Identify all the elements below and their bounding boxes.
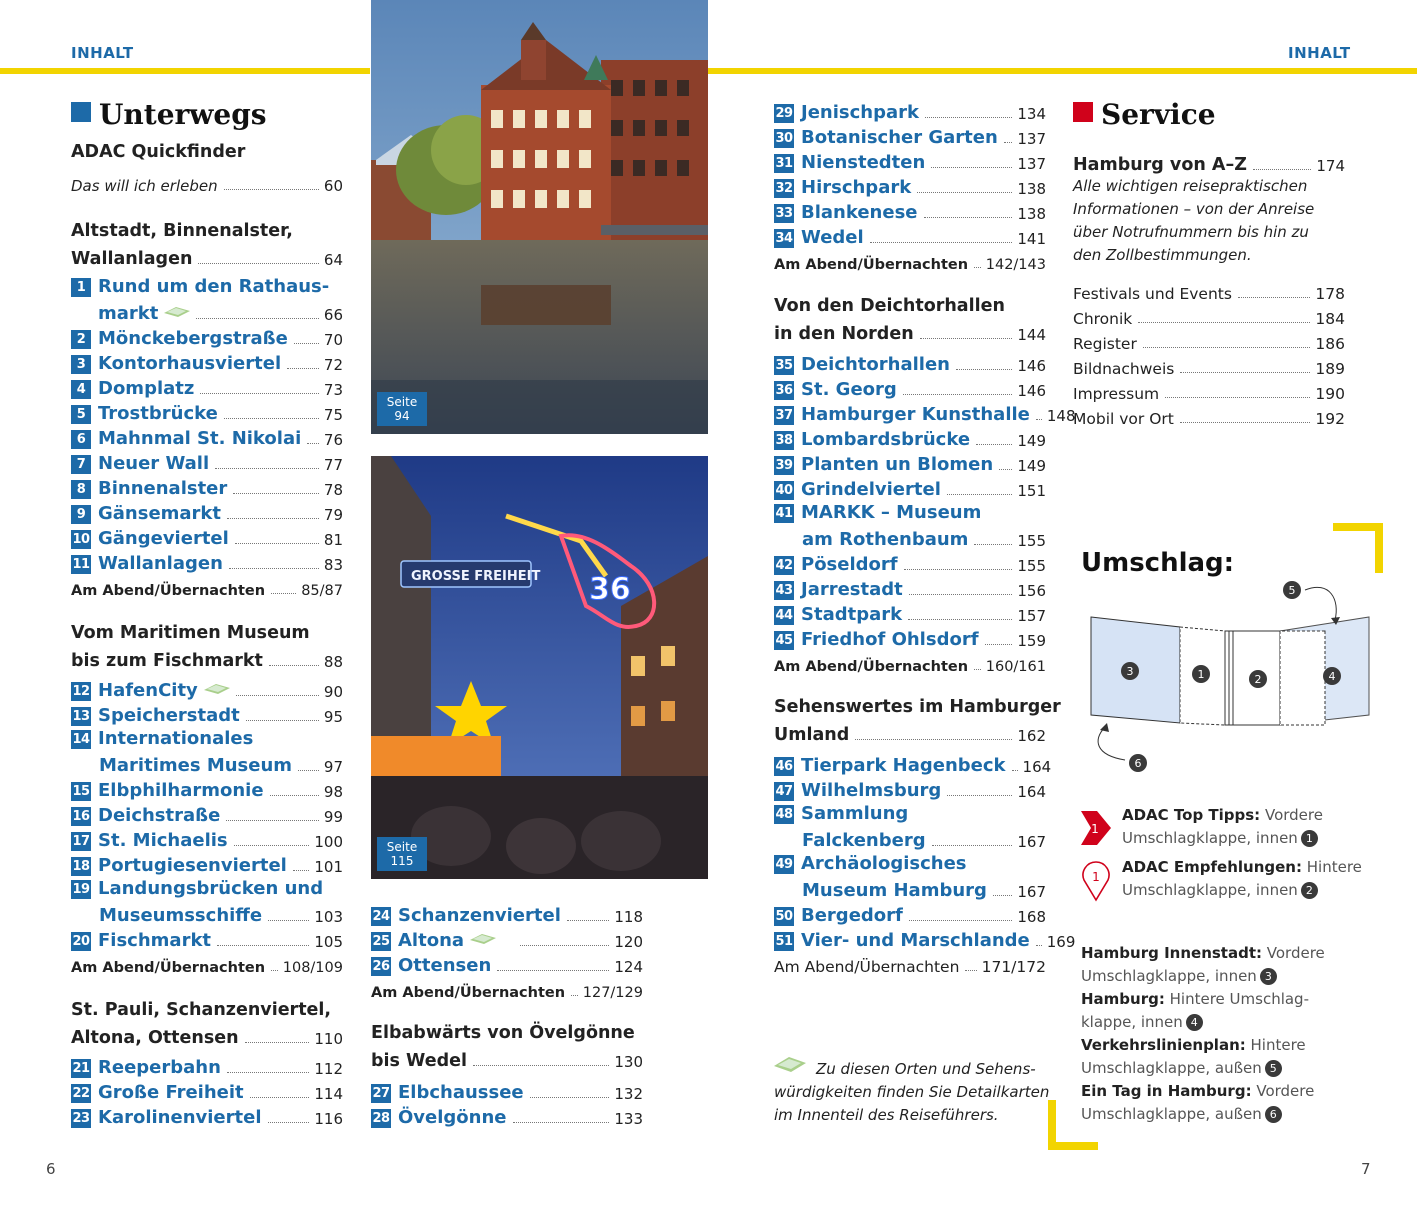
toc-entry-19-line1[interactable]: 19 Landungsbrücken und	[72, 878, 324, 899]
toc-entry-3[interactable]: 3 Kontorhausviertel 72	[71, 349, 343, 374]
group-title-elbabwaerts: Elbabwärts von Övelgönne	[371, 1023, 635, 1043]
toc-entry-47[interactable]: 47 Wilhelmsburg 164	[775, 780, 1046, 801]
toc-entry-27[interactable]: 27 Elbchaussee 132	[372, 1082, 643, 1103]
group-title-stpauli-line2[interactable]: Altona, Ottensen 110	[71, 1028, 343, 1048]
toc-entry-22[interactable]: 22 Große Freiheit 114	[72, 1082, 343, 1103]
toc-entry-16[interactable]: 16 Deichstraße 99	[72, 805, 343, 826]
toc-evening-stpauli[interactable]: Am Abend/Übernachten 127/129	[371, 985, 643, 1001]
cover-diagram	[1085, 575, 1375, 780]
page-number-right: 7	[1361, 1160, 1371, 1178]
page-ref-badge-top: Seite 94	[377, 392, 427, 426]
toc-entry-1-line1[interactable]: 1 Rund um den Rathaus-	[71, 274, 329, 299]
toc-entry-48-line2[interactable]: Falckenberg 167	[802, 830, 1046, 851]
quickfinder-title: ADAC Quickfinder	[71, 142, 246, 162]
toc-entry-24[interactable]: 24 Schanzenviertel 118	[372, 905, 643, 926]
toc-entry-39[interactable]: 39 Planten un Blomen 149	[775, 454, 1046, 475]
group-title-altstadt-line2[interactable]: Wallanlagen 64	[71, 249, 343, 269]
toc-entry-4[interactable]: 4 Domplatz 73	[71, 374, 343, 399]
svg-text:4: 4	[1328, 670, 1336, 683]
toc-entry-42[interactable]: 42 Pöseldorf 155	[775, 554, 1046, 575]
svg-text:5: 5	[1288, 584, 1296, 597]
toc-entry-41-line1[interactable]: 41 MARKK – Museum	[775, 502, 982, 523]
service-entry-festivals[interactable]: Festivals und Events 178	[1073, 285, 1345, 303]
toc-entry-49-line1[interactable]: 49 Archäologisches	[775, 853, 967, 874]
toc-entry-28[interactable]: 28 Övelgönne 133	[372, 1107, 643, 1128]
toc-entry-9[interactable]: 9 Gänsemarkt 79	[71, 499, 343, 524]
toc-entry-14-line2[interactable]: Maritimes Museum 97	[99, 755, 343, 776]
svg-text:1: 1	[1197, 668, 1205, 681]
top-tipps-icon	[1081, 805, 1113, 851]
toc-entry-10[interactable]: 10 Gängeviertel 81	[72, 528, 343, 549]
toc-entry-19-line2[interactable]: Museumsschiffe 103	[99, 905, 343, 926]
svg-text:2: 2	[1254, 673, 1262, 686]
group-title-maritim-line2[interactable]: bis zum Fischmarkt 88	[71, 651, 343, 671]
detail-map-icon	[164, 305, 190, 317]
toc-entry-13[interactable]: 13 Speicherstadt 95	[72, 705, 343, 726]
toc-entry-45[interactable]: 45 Friedhof Ohlsdorf 159	[775, 629, 1046, 650]
service-a-z-title[interactable]: Hamburg von A–Z 174	[1073, 155, 1345, 175]
toc-entry-6[interactable]: 6 Mahnmal St. Nikolai 76	[71, 424, 343, 449]
toc-evening-deichtor[interactable]: Am Abend/Übernachten 160/161	[774, 659, 1046, 675]
group-title-altstadt: Altstadt, Binnenalster,	[71, 221, 293, 241]
toc-entry-33[interactable]: 33 Blankenese 138	[775, 202, 1046, 223]
toc-entry-20[interactable]: 20 Fischmarkt 105	[72, 930, 343, 951]
toc-entry-17[interactable]: 17 St. Michaelis 100	[72, 830, 343, 851]
toc-entry-7[interactable]: 7 Neuer Wall 77	[71, 449, 343, 474]
toc-entry-26[interactable]: 26 Ottensen 124	[372, 955, 643, 976]
top-tipps-text: ADAC Top Tipps: Vordere Umschlagklappe, innen 1	[1122, 806, 1323, 847]
toc-entry-15[interactable]: 15 Elbphilharmonie 98	[72, 780, 343, 801]
toc-entry-43[interactable]: 43 Jarrestadt 156	[775, 579, 1046, 600]
toc-entry-38[interactable]: 38 Lombardsbrücke 149	[775, 429, 1046, 450]
toc-entry-41-line2[interactable]: am Rothenbaum 155	[802, 529, 1046, 550]
service-entry-register[interactable]: Register 186	[1073, 335, 1345, 353]
toc-entry-35[interactable]: 35 Deichtorhallen 146	[775, 354, 1046, 375]
svg-text:1: 1	[1091, 822, 1099, 836]
header-left-label: INHALT	[71, 44, 134, 62]
group-title-stpauli: St. Pauli, Schanzenviertel,	[71, 1000, 332, 1020]
toc-entry-18[interactable]: 18 Portugiesenviertel 101	[72, 855, 343, 876]
detail-map-icon	[470, 932, 496, 944]
toc-evening-maritim[interactable]: Am Abend/Übernachten 108/109	[71, 960, 343, 976]
toc-entry-37[interactable]: 37 Hamburger Kunsthalle 148	[775, 404, 1076, 425]
toc-entry-2[interactable]: 2 Mönckebergstraße 70	[71, 324, 343, 349]
toc-entry-34[interactable]: 34 Wedel 141	[775, 227, 1046, 248]
section-title-service: Service	[1073, 98, 1216, 131]
toc-entry-21[interactable]: 21 Reeperbahn 112	[72, 1057, 343, 1078]
toc-entry-49-line2[interactable]: Museum Hamburg 167	[802, 880, 1046, 901]
header-right-label: INHALT	[1288, 44, 1351, 62]
svg-text:GROSSE FREIHEIT: GROSSE FREIHEIT	[411, 569, 541, 584]
toc-entry-40[interactable]: 40 Grindelviertel 151	[775, 479, 1046, 500]
map-note: Zu diesen Orten und Sehens- würdigkeiten finden Sie Detailkarten im Innenteil des Reiseführers.	[774, 1060, 1050, 1124]
toc-entry-5[interactable]: 5 Trostbrücke 75	[71, 399, 343, 424]
speicherstadt-illustration	[371, 0, 708, 434]
toc-entry-36[interactable]: 36 St. Georg 146	[775, 379, 1046, 400]
page-number-left: 6	[46, 1160, 56, 1178]
service-entry-chronik[interactable]: Chronik 184	[1073, 310, 1345, 328]
toc-entry-1-line2[interactable]: markt 66	[98, 303, 343, 324]
service-entry-bildnachweis[interactable]: Bildnachweis 189	[1073, 360, 1345, 378]
blue-square-icon	[71, 102, 91, 122]
toc-entry-46[interactable]: 46 Tierpark Hagenbeck 164	[775, 755, 1052, 776]
toc-entry-48-line1[interactable]: 48 Sammlung	[775, 803, 909, 824]
header-rule-right	[708, 68, 1417, 74]
toc-entry-51[interactable]: 51 Vier- und Marschlande 169	[775, 930, 1076, 951]
empfehlungen-text: ADAC Empfehlungen: Hintere Umschlagklappe, innen 2	[1122, 858, 1362, 899]
cover-maps-list: Hamburg Innenstadt: Vordere Umschlagklappe, innen 3 Hamburg: Hintere Umschlag- klappe, innen 4 Verkehrslinienplan: Hintere Umschlagklappe, außen 5 Ein Tag in Hamburg: Vordere Umschlagklappe, außen 6	[1081, 944, 1325, 1123]
svg-text:3: 3	[1126, 665, 1134, 678]
toc-entry-12[interactable]: 12 HafenCity 90	[72, 680, 343, 701]
photo-speicherstadt	[371, 0, 708, 434]
toc-entry-23[interactable]: 23 Karolinenviertel 116	[72, 1107, 343, 1128]
group-title-umland: Sehenswertes im Hamburger	[774, 697, 1061, 717]
toc-entry-30[interactable]: 30 Botanischer Garten 137	[775, 127, 1046, 148]
service-entry-mobil[interactable]: Mobil vor Ort 192	[1073, 410, 1345, 428]
group-title-elbabwaerts-line2[interactable]: bis Wedel 130	[371, 1051, 643, 1071]
toc-entry-11[interactable]: 11 Wallanlagen 83	[72, 553, 343, 574]
group-title-maritim: Vom Maritimen Museum	[71, 623, 310, 643]
empfehlungen-pin-icon	[1081, 858, 1111, 904]
svg-text:1: 1	[1092, 870, 1100, 884]
svg-text:36: 36	[589, 572, 631, 607]
detail-map-icon	[204, 682, 230, 694]
toc-entry-8[interactable]: 8 Binnenalster 78	[71, 474, 343, 499]
quickfinder-entry[interactable]: Das will ich erleben 60	[71, 177, 343, 195]
group-title-umland-line2[interactable]: Umland 162	[774, 725, 1046, 745]
page-ref-badge-bottom: Seite 115	[377, 837, 427, 871]
toc-evening-umland[interactable]: Am Abend/Übernachten 171/172	[774, 958, 1046, 976]
section-title-unterwegs: Unterwegs	[71, 98, 267, 131]
photo-grosse-freiheit	[371, 456, 708, 879]
service-a-z-description: Alle wichtigen reisepraktischen Informationen – von der Anreise über Notrufnummern bis hin zu den Zollbestimmungen.	[1073, 177, 1315, 264]
group-title-deichtor: Von den Deichtorhallen	[774, 296, 1005, 316]
group-title-deichtor-line2[interactable]: in den Norden 144	[774, 324, 1046, 344]
toc-entry-50[interactable]: 50 Bergedorf 168	[775, 905, 1046, 926]
toc-evening-elbabwaerts[interactable]: Am Abend/Übernachten 142/143	[774, 257, 1046, 273]
service-entry-impressum[interactable]: Impressum 190	[1073, 385, 1345, 403]
toc-evening-altstadt[interactable]: Am Abend/Übernachten 85/87	[71, 583, 343, 599]
toc-entry-32[interactable]: 32 Hirschpark 138	[775, 177, 1046, 198]
toc-entry-44[interactable]: 44 Stadtpark 157	[775, 604, 1046, 625]
corner-bracket-top-right	[1333, 523, 1383, 573]
toc-entry-14-line1[interactable]: 14 Internationales	[72, 728, 254, 749]
cover-title: Umschlag:	[1081, 548, 1235, 578]
svg-text:6: 6	[1134, 757, 1142, 770]
red-square-icon	[1073, 102, 1093, 122]
header-rule-left	[0, 68, 370, 74]
toc-entry-31[interactable]: 31 Nienstedten 137	[775, 152, 1046, 173]
toc-entry-29[interactable]: 29 Jenischpark 134	[775, 102, 1046, 123]
grosse-freiheit-illustration	[371, 456, 708, 879]
toc-entry-25[interactable]: 25 Altona 120	[372, 930, 643, 951]
